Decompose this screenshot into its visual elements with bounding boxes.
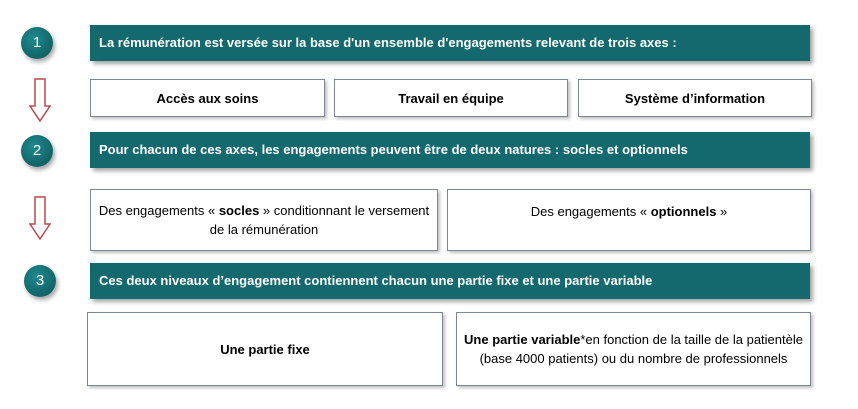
partie-variable-text: Une partie variable*en fonction de la taille de la patientèle (base 4000 patients) ou du nombre de professionnels [464,332,803,366]
step-3-circle: 3 [24,265,56,297]
step-2-banner: Pour chacun de ces axes, les engagements peuvent être de deux natures : socles et optionnels [90,132,810,168]
optionnels-text: Des engagements « optionnels » [530,204,728,219]
socles-box [90,189,438,251]
step-3-banner: Ces deux niveaux d’engagement contiennent chacun une partie fixe et une partie variable [90,263,810,299]
axis-box-acces-aux-soins: Accès aux soins [90,79,325,117]
step-2-circle: 2 [21,135,53,167]
down-arrow-icon [29,196,51,240]
step-1-circle: 1 [21,27,53,59]
optionnels-box [447,189,811,251]
socles-text: Des engagements « socles » conditionnant le versement de la rémunération [98,203,430,237]
axis-box-travail-en-equipe: Travail en équipe [334,79,568,117]
down-arrow-icon [29,78,51,122]
axis-box-systeme-information: Système d’information [578,79,812,117]
step-1-banner: La rémunération est versée sur la base d'un ensemble d'engagements relevant de trois axes : [90,25,810,61]
partie-variable-box [456,312,811,386]
partie-fixe-box: Une partie fixe [87,312,443,386]
